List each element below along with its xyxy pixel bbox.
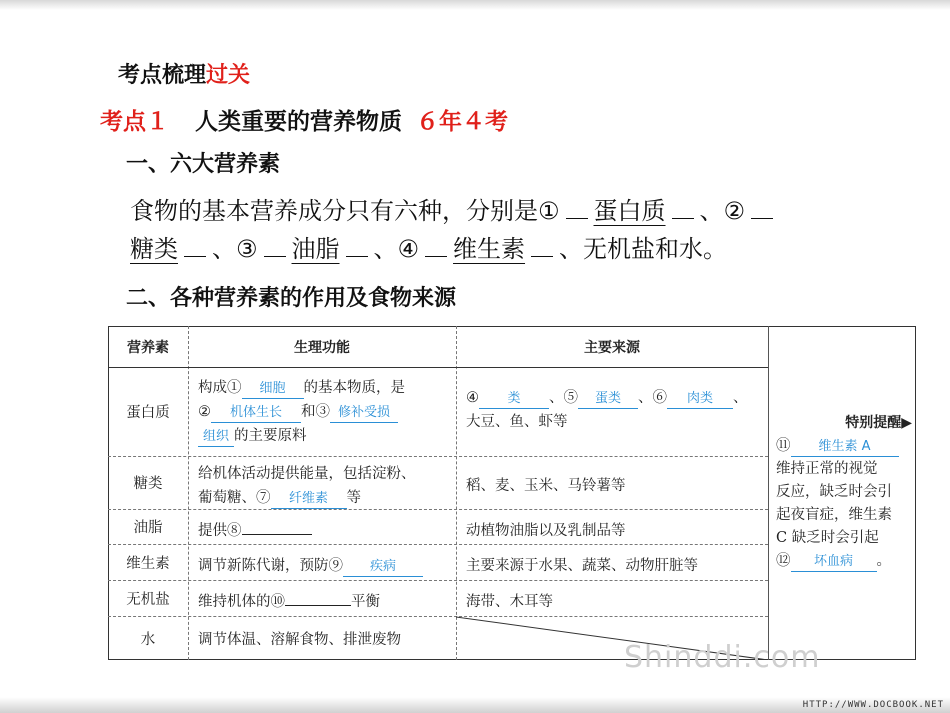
row-divider bbox=[108, 456, 768, 457]
section2-title: 二、各种营养素的作用及食物来源 bbox=[126, 286, 457, 311]
blank-line bbox=[346, 255, 368, 257]
topic-exam-count: ６年４考 bbox=[416, 109, 508, 135]
protein-function bbox=[188, 372, 456, 452]
section-heading bbox=[118, 58, 250, 89]
text: 大豆、鱼、虾等 bbox=[466, 414, 568, 430]
reminder-line: 起夜盲症，维生素 bbox=[776, 507, 892, 523]
top-edge-shadow bbox=[0, 0, 950, 10]
text: 等 bbox=[346, 490, 361, 506]
topic-tag: 考点１ bbox=[100, 109, 169, 135]
answer: 类 bbox=[479, 390, 549, 409]
mineral-function bbox=[188, 586, 456, 618]
footer-url: HTTP://WWW.DOCBOOK.NET bbox=[802, 700, 944, 710]
text: 给机体活动提供能量，包括淀粉、 bbox=[198, 466, 416, 482]
row-name-vitamin: 维生素 bbox=[126, 555, 170, 572]
row-name-oil: 油脂 bbox=[133, 520, 163, 536]
vitamin-function bbox=[188, 550, 456, 582]
vitamin-source: 主要来源于水果、蔬菜、动物肝脏等 bbox=[466, 558, 698, 574]
reminder-line: 反应，缺乏时会引 bbox=[776, 484, 892, 500]
text: ④ bbox=[466, 390, 479, 406]
text: 维持机体的⑩ bbox=[198, 594, 285, 610]
topic-heading bbox=[100, 103, 508, 136]
blank-line bbox=[264, 255, 286, 257]
blank-line bbox=[672, 217, 694, 219]
answer: 纤维素 bbox=[271, 490, 347, 509]
nutrient-table bbox=[108, 326, 916, 660]
reminder-line: C 缺乏时会引起 bbox=[776, 530, 879, 546]
section1-paragraph bbox=[130, 192, 930, 268]
text: 、 bbox=[733, 390, 748, 406]
answer: 疾病 bbox=[343, 558, 423, 577]
oil-function bbox=[188, 515, 456, 547]
para-text: 、② bbox=[699, 197, 746, 225]
answer: 机体生长 bbox=[211, 404, 301, 423]
blank-line bbox=[285, 604, 351, 606]
header-divider bbox=[108, 367, 768, 368]
para-text: 、④ bbox=[373, 235, 420, 263]
answer-3: 油脂 bbox=[291, 235, 340, 263]
row-name-sugar: 糖类 bbox=[133, 476, 163, 492]
text: 和③ bbox=[301, 404, 330, 420]
header-function: 生理功能 bbox=[294, 339, 350, 356]
text: ⑪ bbox=[776, 438, 791, 454]
answer: 修补受损 bbox=[330, 404, 398, 423]
text: 提供⑧ bbox=[198, 523, 242, 539]
row-name-mineral: 无机盐 bbox=[126, 591, 170, 608]
protein-source bbox=[456, 382, 768, 438]
text: ⑫ bbox=[776, 553, 791, 569]
section1-title: 一、六大营养素 bbox=[126, 152, 281, 177]
answer: 坏血病 bbox=[791, 553, 877, 572]
water-function: 调节体温、溶解食物、排泄废物 bbox=[198, 632, 401, 648]
answer: 组织 bbox=[198, 428, 234, 447]
text: 的基本物质，是 bbox=[303, 380, 405, 396]
answer-4: 维生素 bbox=[453, 235, 526, 263]
blank-line bbox=[751, 217, 773, 219]
answer: 蛋类 bbox=[578, 390, 638, 409]
header-source: 主要来源 bbox=[584, 339, 640, 356]
blank-line bbox=[184, 255, 206, 257]
mineral-source: 海带、木耳等 bbox=[466, 594, 553, 610]
heading-part2: 过关 bbox=[206, 63, 251, 88]
text: 。 bbox=[876, 553, 891, 569]
row-name-protein: 蛋白质 bbox=[126, 405, 170, 421]
text: 、⑥ bbox=[638, 390, 667, 406]
para-text: 食物的基本营养成分只有六种，分别是① bbox=[130, 197, 560, 225]
answer-2: 糖类 bbox=[130, 235, 178, 263]
topic-title: 人类重要的营养物质 bbox=[195, 109, 402, 135]
row-name-water: 水 bbox=[140, 631, 156, 648]
oil-source: 动植物油脂以及乳制品等 bbox=[466, 523, 626, 539]
header-nutrient: 营养素 bbox=[127, 339, 169, 356]
sugar-source: 稻、麦、玉米、马铃薯等 bbox=[466, 478, 626, 494]
heading-part1: 考点梳理 bbox=[118, 63, 207, 88]
blank-line bbox=[425, 255, 447, 257]
para-text: 、③ bbox=[212, 235, 258, 263]
watermark: Shinddi.com bbox=[624, 640, 821, 675]
reminder-title: 特别提醒▶ bbox=[845, 415, 912, 431]
sugar-function bbox=[188, 458, 456, 514]
answer: 维生素 A bbox=[791, 438, 899, 457]
para-text: 、无机盐和水。 bbox=[559, 235, 728, 263]
text: 葡萄糖、⑦ bbox=[198, 490, 271, 506]
text: ② bbox=[198, 404, 211, 420]
text: 构成① bbox=[198, 380, 242, 396]
blank-line bbox=[531, 255, 553, 257]
answer: 肉类 bbox=[667, 390, 733, 409]
blank-line bbox=[242, 533, 312, 535]
reminder-line: 维持正常的视觉 bbox=[776, 461, 878, 477]
special-reminder bbox=[768, 408, 916, 577]
blank-line bbox=[566, 217, 588, 219]
text: 、⑤ bbox=[549, 390, 578, 406]
text: 平衡 bbox=[351, 594, 380, 610]
answer: 细胞 bbox=[242, 380, 304, 399]
answer-1: 蛋白质 bbox=[593, 197, 666, 225]
text: 调节新陈代谢，预防⑨ bbox=[198, 558, 343, 574]
text: 的主要原料 bbox=[234, 428, 307, 444]
